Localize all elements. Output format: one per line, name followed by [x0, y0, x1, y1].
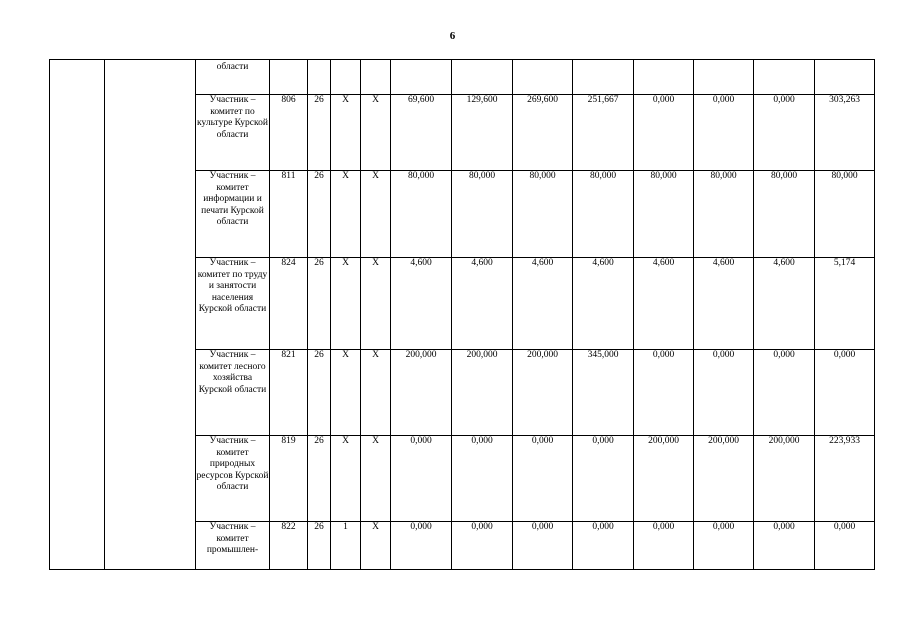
value-cell: 4,600	[634, 258, 694, 350]
value-cell	[452, 60, 513, 95]
value-cell: 822	[270, 522, 308, 570]
value-cell	[270, 60, 308, 95]
value-cell: Х	[361, 350, 391, 436]
blank-cell-1	[50, 60, 105, 570]
value-cell: Х	[361, 522, 391, 570]
value-cell: 26	[308, 258, 331, 350]
value-cell: 4,600	[754, 258, 815, 350]
value-cell: Х	[331, 95, 361, 171]
value-cell: 0,000	[391, 436, 452, 522]
participant-label: Участник – комитет информации и печати Курской области	[196, 171, 270, 258]
value-cell: 26	[308, 436, 331, 522]
value-cell: 5,174	[815, 258, 875, 350]
value-cell: 4,600	[391, 258, 452, 350]
blank-cell-2	[105, 60, 196, 570]
value-cell: 0,000	[452, 522, 513, 570]
value-cell: 200,000	[634, 436, 694, 522]
value-cell: 26	[308, 171, 331, 258]
value-cell: 811	[270, 171, 308, 258]
value-cell: 80,000	[452, 171, 513, 258]
budget-table	[49, 59, 875, 570]
value-cell: Х	[331, 171, 361, 258]
table-row	[50, 60, 875, 95]
value-cell	[754, 60, 815, 95]
value-cell	[513, 60, 573, 95]
value-cell: 824	[270, 258, 308, 350]
value-cell: 200,000	[391, 350, 452, 436]
value-cell: 0,000	[634, 522, 694, 570]
participant-label: области	[196, 60, 270, 95]
value-cell: Х	[331, 350, 361, 436]
value-cell: Х	[361, 258, 391, 350]
value-cell: 303,263	[815, 95, 875, 171]
value-cell: 0,000	[573, 522, 634, 570]
value-cell: 0,000	[754, 350, 815, 436]
value-cell: 0,000	[452, 436, 513, 522]
value-cell: Х	[361, 436, 391, 522]
value-cell	[573, 60, 634, 95]
value-cell: 0,000	[634, 350, 694, 436]
value-cell: 0,000	[513, 436, 573, 522]
value-cell: 80,000	[513, 171, 573, 258]
value-cell: 0,000	[754, 522, 815, 570]
value-cell: 80,000	[694, 171, 754, 258]
value-cell: 26	[308, 95, 331, 171]
page-number: 6	[449, 30, 456, 42]
value-cell: Х	[361, 95, 391, 171]
value-cell	[815, 60, 875, 95]
value-cell: 0,000	[573, 436, 634, 522]
value-cell	[391, 60, 452, 95]
value-cell: 69,600	[391, 95, 452, 171]
value-cell: 4,600	[452, 258, 513, 350]
participant-label: Участник – комитет природных ресурсов Курской области	[196, 436, 270, 522]
value-cell: 26	[308, 350, 331, 436]
value-cell: 345,000	[573, 350, 634, 436]
value-cell: 0,000	[513, 522, 573, 570]
value-cell: 223,933	[815, 436, 875, 522]
value-cell: 0,000	[815, 350, 875, 436]
value-cell: 821	[270, 350, 308, 436]
value-cell: 0,000	[391, 522, 452, 570]
value-cell: 4,600	[513, 258, 573, 350]
value-cell: 80,000	[754, 171, 815, 258]
value-cell: Х	[331, 258, 361, 350]
value-cell: 129,600	[452, 95, 513, 171]
value-cell: 80,000	[815, 171, 875, 258]
value-cell: 80,000	[634, 171, 694, 258]
value-cell: 200,000	[754, 436, 815, 522]
value-cell: 0,000	[694, 95, 754, 171]
value-cell	[331, 60, 361, 95]
value-cell: 0,000	[815, 522, 875, 570]
value-cell: 269,600	[513, 95, 573, 171]
value-cell: 4,600	[573, 258, 634, 350]
value-cell: 80,000	[573, 171, 634, 258]
participant-label: Участник – комитет лесного хозяйства Курской области	[196, 350, 270, 436]
value-cell: 0,000	[694, 350, 754, 436]
value-cell: 4,600	[694, 258, 754, 350]
value-cell: 200,000	[694, 436, 754, 522]
participant-label: Участник – комитет промышлен-	[196, 522, 270, 570]
value-cell: 819	[270, 436, 308, 522]
value-cell: 0,000	[754, 95, 815, 171]
value-cell: 0,000	[694, 522, 754, 570]
value-cell: 1	[331, 522, 361, 570]
value-cell: 26	[308, 522, 331, 570]
value-cell: 806	[270, 95, 308, 171]
value-cell: 0,000	[634, 95, 694, 171]
value-cell: Х	[361, 171, 391, 258]
value-cell	[361, 60, 391, 95]
value-cell	[694, 60, 754, 95]
value-cell: 80,000	[391, 171, 452, 258]
value-cell: 200,000	[513, 350, 573, 436]
value-cell	[634, 60, 694, 95]
participant-label: Участник – комитет по культуре Курской области	[196, 95, 270, 171]
value-cell: 200,000	[452, 350, 513, 436]
value-cell: Х	[331, 436, 361, 522]
value-cell: 251,667	[573, 95, 634, 171]
participant-label: Участник – комитет по труду и занятости населения Курской области	[196, 258, 270, 350]
value-cell	[308, 60, 331, 95]
